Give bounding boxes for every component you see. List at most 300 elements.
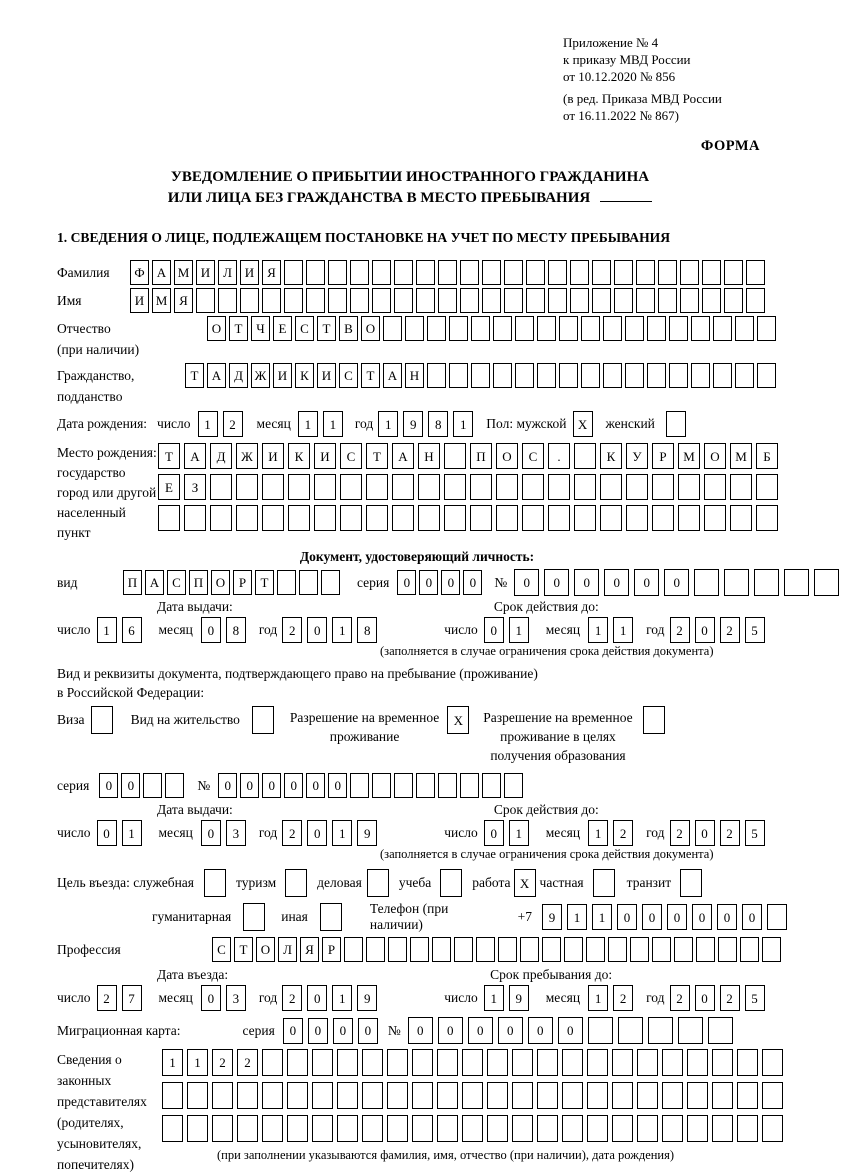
char-cell[interactable] [454, 937, 473, 962]
char-cell[interactable] [438, 288, 457, 313]
char-cell[interactable]: 2 [720, 820, 740, 846]
char-cell[interactable]: 0 [558, 1017, 583, 1044]
char-cell[interactable] [306, 260, 325, 285]
char-cell[interactable] [340, 474, 362, 500]
char-cell[interactable]: Л [218, 260, 237, 285]
char-cell[interactable] [504, 773, 523, 798]
char-cell[interactable]: П [189, 570, 208, 595]
char-cell[interactable] [712, 1115, 733, 1142]
char-cell[interactable] [678, 505, 700, 531]
char-cell[interactable] [767, 904, 787, 930]
char-cell[interactable] [287, 1049, 308, 1076]
char-cell[interactable] [471, 363, 490, 388]
char-cell[interactable] [702, 288, 721, 313]
char-cell[interactable] [520, 937, 539, 962]
char-cell[interactable]: 0 [498, 1017, 523, 1044]
char-cell[interactable] [243, 903, 265, 931]
char-cell[interactable]: 2 [720, 617, 740, 643]
char-cell[interactable] [366, 474, 388, 500]
char-cell[interactable] [372, 260, 391, 285]
char-cell[interactable]: А [184, 443, 206, 469]
char-cell[interactable]: 0 [308, 1018, 328, 1044]
char-cell[interactable]: 0 [695, 617, 715, 643]
char-cell[interactable] [669, 316, 688, 341]
char-cell[interactable]: М [174, 260, 193, 285]
char-cell[interactable] [648, 1017, 673, 1044]
char-cell[interactable]: 1 [323, 411, 343, 437]
char-cell[interactable] [462, 1082, 483, 1109]
char-cell[interactable]: Д [229, 363, 248, 388]
char-cell[interactable]: 0 [419, 570, 438, 595]
char-cell[interactable]: Ж [236, 443, 258, 469]
char-cell[interactable] [587, 1115, 608, 1142]
char-cell[interactable] [687, 1082, 708, 1109]
char-cell[interactable] [740, 937, 759, 962]
char-cell[interactable] [548, 288, 567, 313]
char-cell[interactable] [704, 505, 726, 531]
char-cell[interactable]: . [548, 443, 570, 469]
char-cell[interactable] [515, 363, 534, 388]
char-cell[interactable] [438, 260, 457, 285]
char-cell[interactable] [537, 1049, 558, 1076]
char-cell[interactable]: С [167, 570, 186, 595]
char-cell[interactable]: 1 [122, 820, 142, 846]
char-cell[interactable] [388, 937, 407, 962]
char-cell[interactable]: 1 [187, 1049, 208, 1076]
char-cell[interactable] [592, 260, 611, 285]
char-cell[interactable] [187, 1082, 208, 1109]
char-cell[interactable]: 0 [617, 904, 637, 930]
char-cell[interactable] [666, 411, 686, 437]
char-cell[interactable]: Е [273, 316, 292, 341]
char-cell[interactable] [496, 474, 518, 500]
char-cell[interactable] [712, 1049, 733, 1076]
char-cell[interactable]: 0 [695, 820, 715, 846]
char-cell[interactable] [658, 288, 677, 313]
char-cell[interactable] [537, 1082, 558, 1109]
char-cell[interactable] [236, 505, 258, 531]
char-cell[interactable] [387, 1082, 408, 1109]
char-cell[interactable] [603, 316, 622, 341]
char-cell[interactable]: 8 [428, 411, 448, 437]
char-cell[interactable] [713, 363, 732, 388]
char-cell[interactable] [383, 316, 402, 341]
char-cell[interactable]: 6 [122, 617, 142, 643]
char-cell[interactable] [487, 1115, 508, 1142]
char-cell[interactable] [680, 260, 699, 285]
char-cell[interactable]: 2 [720, 985, 740, 1011]
char-cell[interactable] [284, 288, 303, 313]
char-cell[interactable] [196, 288, 215, 313]
char-cell[interactable] [350, 260, 369, 285]
char-cell[interactable]: 0 [284, 773, 303, 798]
char-cell[interactable] [437, 1115, 458, 1142]
char-cell[interactable] [482, 773, 501, 798]
char-cell[interactable] [262, 1115, 283, 1142]
char-cell[interactable] [344, 937, 363, 962]
char-cell[interactable] [702, 260, 721, 285]
char-cell[interactable] [444, 443, 466, 469]
char-cell[interactable] [512, 1082, 533, 1109]
char-cell[interactable]: О [704, 443, 726, 469]
char-cell[interactable] [724, 288, 743, 313]
char-cell[interactable] [636, 260, 655, 285]
char-cell[interactable]: 9 [542, 904, 562, 930]
char-cell[interactable] [284, 260, 303, 285]
char-cell[interactable] [687, 1049, 708, 1076]
char-cell[interactable]: 1 [378, 411, 398, 437]
char-cell[interactable] [340, 505, 362, 531]
char-cell[interactable]: 0 [574, 569, 599, 596]
char-cell[interactable]: О [496, 443, 518, 469]
char-cell[interactable] [652, 474, 674, 500]
char-cell[interactable] [548, 505, 570, 531]
char-cell[interactable] [462, 1049, 483, 1076]
char-cell[interactable]: 1 [567, 904, 587, 930]
char-cell[interactable]: 0 [514, 569, 539, 596]
char-cell[interactable] [262, 474, 284, 500]
char-cell[interactable] [730, 474, 752, 500]
char-cell[interactable]: А [145, 570, 164, 595]
char-cell[interactable] [762, 1115, 783, 1142]
char-cell[interactable] [493, 316, 512, 341]
char-cell[interactable] [262, 505, 284, 531]
char-cell[interactable] [262, 1049, 283, 1076]
char-cell[interactable]: С [522, 443, 544, 469]
char-cell[interactable]: 5 [745, 985, 765, 1011]
char-cell[interactable] [737, 1115, 758, 1142]
char-cell[interactable] [350, 288, 369, 313]
char-cell[interactable]: 0 [240, 773, 259, 798]
char-cell[interactable] [337, 1049, 358, 1076]
char-cell[interactable] [362, 1082, 383, 1109]
char-cell[interactable] [416, 773, 435, 798]
char-cell[interactable] [600, 505, 622, 531]
char-cell[interactable] [482, 288, 501, 313]
char-cell[interactable]: 0 [438, 1017, 463, 1044]
char-cell[interactable] [548, 260, 567, 285]
char-cell[interactable] [210, 505, 232, 531]
char-cell[interactable] [735, 363, 754, 388]
char-cell[interactable]: 2 [282, 820, 302, 846]
char-cell[interactable]: 5 [745, 617, 765, 643]
char-cell[interactable] [588, 1017, 613, 1044]
char-cell[interactable] [392, 505, 414, 531]
char-cell[interactable]: Б [756, 443, 778, 469]
char-cell[interactable] [462, 1115, 483, 1142]
char-cell[interactable] [437, 1082, 458, 1109]
char-cell[interactable] [460, 773, 479, 798]
char-cell[interactable]: О [361, 316, 380, 341]
char-cell[interactable] [498, 937, 517, 962]
char-cell[interactable]: 9 [403, 411, 423, 437]
char-cell[interactable]: 0 [328, 773, 347, 798]
char-cell[interactable] [680, 869, 702, 897]
char-cell[interactable] [587, 1049, 608, 1076]
char-cell[interactable]: 1 [332, 617, 352, 643]
char-cell[interactable] [449, 316, 468, 341]
char-cell[interactable] [440, 869, 462, 897]
char-cell[interactable] [362, 1115, 383, 1142]
char-cell[interactable] [762, 1082, 783, 1109]
char-cell[interactable]: К [600, 443, 622, 469]
char-cell[interactable]: 1 [198, 411, 218, 437]
char-cell[interactable]: 0 [484, 617, 504, 643]
char-cell[interactable]: С [295, 316, 314, 341]
char-cell[interactable] [637, 1082, 658, 1109]
char-cell[interactable] [746, 288, 765, 313]
char-cell[interactable]: Н [405, 363, 424, 388]
char-cell[interactable] [526, 288, 545, 313]
char-cell[interactable] [662, 1049, 683, 1076]
char-cell[interactable] [652, 937, 671, 962]
char-cell[interactable]: 1 [613, 617, 633, 643]
char-cell[interactable] [427, 363, 446, 388]
char-cell[interactable] [713, 316, 732, 341]
char-cell[interactable] [487, 1082, 508, 1109]
char-cell[interactable] [512, 1049, 533, 1076]
char-cell[interactable]: 1 [588, 985, 608, 1011]
char-cell[interactable] [470, 505, 492, 531]
char-cell[interactable] [562, 1082, 583, 1109]
char-cell[interactable]: Н [418, 443, 440, 469]
char-cell[interactable]: 0 [218, 773, 237, 798]
char-cell[interactable] [91, 706, 113, 734]
char-cell[interactable]: Я [262, 260, 281, 285]
char-cell[interactable]: 1 [162, 1049, 183, 1076]
char-cell[interactable]: 0 [604, 569, 629, 596]
char-cell[interactable] [814, 569, 839, 596]
char-cell[interactable] [512, 1115, 533, 1142]
char-cell[interactable]: 0 [283, 1018, 303, 1044]
char-cell[interactable] [548, 474, 570, 500]
char-cell[interactable]: М [730, 443, 752, 469]
char-cell[interactable] [471, 316, 490, 341]
char-cell[interactable] [350, 773, 369, 798]
char-cell[interactable] [574, 474, 596, 500]
char-cell[interactable] [735, 316, 754, 341]
char-cell[interactable] [600, 474, 622, 500]
char-cell[interactable]: 9 [357, 985, 377, 1011]
char-cell[interactable] [564, 937, 583, 962]
char-cell[interactable] [321, 570, 340, 595]
char-cell[interactable] [312, 1049, 333, 1076]
char-cell[interactable] [367, 869, 389, 897]
char-cell[interactable]: П [470, 443, 492, 469]
char-cell[interactable] [694, 569, 719, 596]
char-cell[interactable] [718, 937, 737, 962]
char-cell[interactable]: Т [366, 443, 388, 469]
char-cell[interactable] [618, 1017, 643, 1044]
char-cell[interactable]: 0 [695, 985, 715, 1011]
char-cell[interactable] [612, 1049, 633, 1076]
char-cell[interactable]: Ч [251, 316, 270, 341]
char-cell[interactable] [236, 474, 258, 500]
char-cell[interactable] [559, 316, 578, 341]
char-cell[interactable] [680, 288, 699, 313]
char-cell[interactable] [724, 569, 749, 596]
char-cell[interactable] [184, 505, 206, 531]
char-cell[interactable]: А [392, 443, 414, 469]
char-cell[interactable] [756, 505, 778, 531]
char-cell[interactable] [757, 316, 776, 341]
char-cell[interactable] [493, 363, 512, 388]
char-cell[interactable] [482, 260, 501, 285]
char-cell[interactable] [299, 570, 318, 595]
char-cell[interactable]: 1 [509, 617, 529, 643]
char-cell[interactable]: X [447, 706, 469, 734]
char-cell[interactable]: Т [229, 316, 248, 341]
char-cell[interactable]: 0 [397, 570, 416, 595]
char-cell[interactable]: 0 [307, 820, 327, 846]
char-cell[interactable] [312, 1115, 333, 1142]
char-cell[interactable] [762, 1049, 783, 1076]
char-cell[interactable] [262, 1082, 283, 1109]
char-cell[interactable] [337, 1115, 358, 1142]
char-cell[interactable] [637, 1115, 658, 1142]
char-cell[interactable] [285, 869, 307, 897]
char-cell[interactable] [691, 363, 710, 388]
char-cell[interactable]: 0 [484, 820, 504, 846]
char-cell[interactable] [570, 260, 589, 285]
char-cell[interactable] [614, 260, 633, 285]
char-cell[interactable] [328, 288, 347, 313]
char-cell[interactable] [366, 937, 385, 962]
char-cell[interactable] [647, 316, 666, 341]
char-cell[interactable] [691, 316, 710, 341]
char-cell[interactable]: К [288, 443, 310, 469]
char-cell[interactable]: Д [210, 443, 232, 469]
char-cell[interactable] [574, 443, 596, 469]
char-cell[interactable] [392, 474, 414, 500]
char-cell[interactable] [737, 1049, 758, 1076]
char-cell[interactable]: 0 [262, 773, 281, 798]
char-cell[interactable]: 0 [306, 773, 325, 798]
char-cell[interactable]: В [339, 316, 358, 341]
char-cell[interactable] [724, 260, 743, 285]
char-cell[interactable]: 0 [468, 1017, 493, 1044]
char-cell[interactable]: О [256, 937, 275, 962]
char-cell[interactable] [612, 1082, 633, 1109]
char-cell[interactable]: 0 [692, 904, 712, 930]
char-cell[interactable]: 1 [453, 411, 473, 437]
char-cell[interactable] [438, 773, 457, 798]
char-cell[interactable] [288, 505, 310, 531]
char-cell[interactable]: Л [278, 937, 297, 962]
char-cell[interactable] [320, 903, 342, 931]
char-cell[interactable] [637, 1049, 658, 1076]
char-cell[interactable]: 1 [509, 820, 529, 846]
char-cell[interactable] [204, 869, 226, 897]
char-cell[interactable] [625, 363, 644, 388]
char-cell[interactable] [643, 706, 665, 734]
char-cell[interactable]: 3 [226, 985, 246, 1011]
char-cell[interactable]: 0 [441, 570, 460, 595]
char-cell[interactable]: Т [234, 937, 253, 962]
char-cell[interactable]: А [383, 363, 402, 388]
char-cell[interactable] [237, 1082, 258, 1109]
char-cell[interactable]: Т [255, 570, 274, 595]
char-cell[interactable]: О [207, 316, 226, 341]
char-cell[interactable]: 0 [307, 617, 327, 643]
char-cell[interactable] [470, 474, 492, 500]
char-cell[interactable]: 0 [528, 1017, 553, 1044]
char-cell[interactable]: 2 [670, 820, 690, 846]
char-cell[interactable] [586, 937, 605, 962]
char-cell[interactable] [593, 869, 615, 897]
char-cell[interactable]: 1 [588, 617, 608, 643]
char-cell[interactable] [504, 260, 523, 285]
char-cell[interactable] [412, 1082, 433, 1109]
char-cell[interactable]: 2 [97, 985, 117, 1011]
char-cell[interactable] [696, 937, 715, 962]
char-cell[interactable]: И [240, 260, 259, 285]
char-cell[interactable]: 0 [667, 904, 687, 930]
char-cell[interactable] [625, 316, 644, 341]
char-cell[interactable] [626, 474, 648, 500]
char-cell[interactable] [328, 260, 347, 285]
char-cell[interactable] [678, 1017, 703, 1044]
char-cell[interactable]: Т [317, 316, 336, 341]
char-cell[interactable]: 2 [670, 617, 690, 643]
char-cell[interactable] [372, 773, 391, 798]
char-cell[interactable] [416, 288, 435, 313]
char-cell[interactable]: С [212, 937, 231, 962]
char-cell[interactable] [570, 288, 589, 313]
char-cell[interactable] [662, 1082, 683, 1109]
char-cell[interactable] [730, 505, 752, 531]
char-cell[interactable]: Ж [251, 363, 270, 388]
char-cell[interactable] [143, 773, 162, 798]
char-cell[interactable] [240, 288, 259, 313]
char-cell[interactable]: М [152, 288, 171, 313]
char-cell[interactable]: 0 [201, 617, 221, 643]
char-cell[interactable]: 0 [408, 1017, 433, 1044]
char-cell[interactable]: X [514, 869, 536, 897]
char-cell[interactable] [437, 1049, 458, 1076]
char-cell[interactable]: А [152, 260, 171, 285]
char-cell[interactable]: 0 [463, 570, 482, 595]
char-cell[interactable] [412, 1049, 433, 1076]
char-cell[interactable] [212, 1082, 233, 1109]
char-cell[interactable]: 0 [717, 904, 737, 930]
char-cell[interactable]: 2 [223, 411, 243, 437]
char-cell[interactable] [662, 1115, 683, 1142]
char-cell[interactable] [218, 288, 237, 313]
char-cell[interactable] [636, 288, 655, 313]
char-cell[interactable] [687, 1115, 708, 1142]
char-cell[interactable] [362, 1049, 383, 1076]
char-cell[interactable] [522, 474, 544, 500]
char-cell[interactable] [746, 260, 765, 285]
char-cell[interactable] [212, 1115, 233, 1142]
char-cell[interactable]: 0 [307, 985, 327, 1011]
char-cell[interactable] [757, 363, 776, 388]
char-cell[interactable] [608, 937, 627, 962]
char-cell[interactable] [581, 363, 600, 388]
char-cell[interactable] [312, 1082, 333, 1109]
char-cell[interactable] [496, 505, 518, 531]
char-cell[interactable] [162, 1115, 183, 1142]
char-cell[interactable] [537, 363, 556, 388]
char-cell[interactable] [394, 260, 413, 285]
char-cell[interactable]: 0 [201, 985, 221, 1011]
char-cell[interactable] [449, 363, 468, 388]
char-cell[interactable] [708, 1017, 733, 1044]
char-cell[interactable] [559, 363, 578, 388]
char-cell[interactable] [515, 316, 534, 341]
char-cell[interactable] [394, 288, 413, 313]
